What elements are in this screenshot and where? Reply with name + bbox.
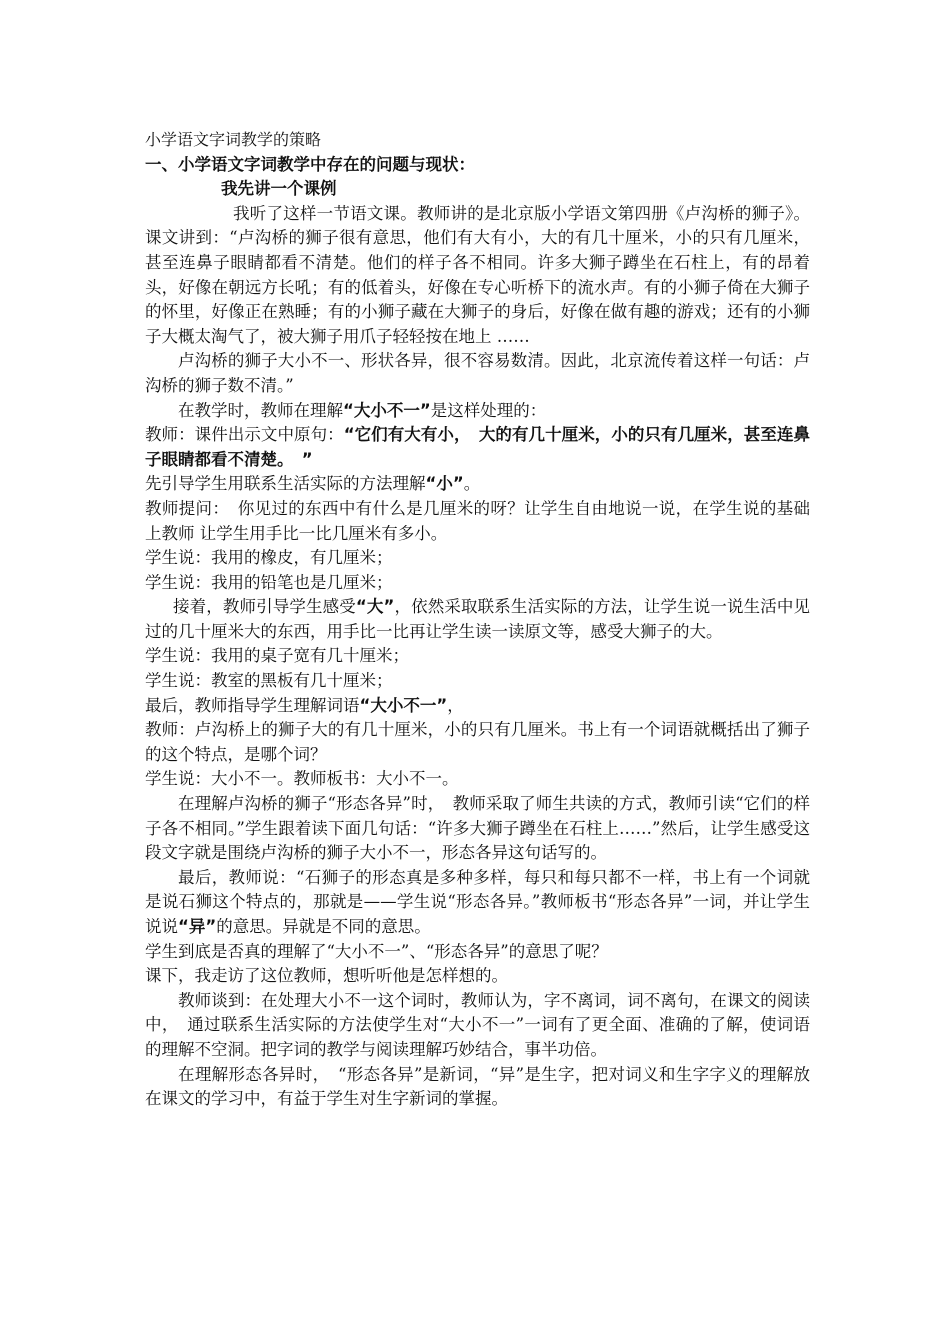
paragraph-word-guide: 最后，教师指导学生理解词语“大小不一”， — [145, 695, 464, 715]
document-title: 小学语文字词教学的策略 — [145, 130, 322, 149]
paragraph-student-pencil: 学生说：我用的铅笔也是几厘米； — [145, 572, 393, 592]
paragraph-new-word: 在理解形态各异时， “形态各异”是新词，“异”是生字，把对词义和生字字义的理解放在课文的学习中，有益于学生对生字新词的掌握。 — [145, 1064, 810, 1109]
paragraph-teaching-approach: 在教学时，教师在理解“大小不一”是这样处理的： — [178, 400, 547, 420]
paragraph-teacher-summary: 教师：卢沟桥上的狮子大的有几十厘米，小的只有几厘米。书上有一个词语就概括出了狮子的这个特点，是哪个词？ — [145, 720, 810, 764]
paragraph-student-desk: 学生说：我用的桌子宽有几十厘米； — [145, 646, 409, 666]
paragraph-lesson-intro: 我听了这样一节语文课。教师讲的是北京版小学语文第四册《卢沟桥的狮子》。课文讲到：“卢沟桥的狮子很有意思，他们有大有小，大的有几十厘米，小的只有几厘米，甚至连鼻子眼睛都看不清楚。他们的样子各不相同。许多大狮子蹲坐在石柱上，有的昂着头，好像在朝远方长吼；有的低着头，好像在专心听桥下的流水声。有的小狮子倚在大狮子的怀里，好像正在熟睡；有的小狮子藏在大狮子的身后，好像在做有趣的游戏；还有的小狮子大概太淘气了，被大狮子用爪子轻轻按在地上 …… — [145, 203, 810, 346]
paragraph-student-blackboard: 学生说：教室的黑板有几十厘米； — [145, 671, 393, 691]
paragraph-shape-word: 最后，教师说：“石狮子的形态真是多种多样，每只和每只都不一样，书上有一个词就是说石狮这个特点的，那就是——学生说“形态各异。”教师板书“形态各异”一词，并让学生说说“异”的意思。异就是不同的意思。 — [145, 867, 810, 936]
sub-heading: 我先讲一个课例 — [221, 179, 337, 199]
paragraph-courseware-quote: 教师：课件出示文中原句：“它们有大有小， 大的有几十厘米，小的只有几厘米，甚至连鼻子眼睛都看不清楚。 ” — [145, 425, 810, 469]
document-page — [145, 128, 810, 1112]
paragraph-small-guide: 先引导学生用联系生活实际的方法理解“小”。 — [145, 474, 481, 494]
paragraph-big-guide: 接着，教师引导学生感受“大”，依然采取联系生活实际的方法，让学生说一说生活中见过的几十厘米大的东西，用手比一比再让学生读一读原文等，感受大狮子的大。 — [145, 597, 810, 641]
section-heading: 一、小学语文字词教学中存在的问题与现状： — [145, 154, 475, 174]
paragraph-teacher-question: 教师提问： 你见过的东西中有什么是几厘米的呀？让学生自由地说一说，在学生说的基础上教师 让学生用手比一比几厘米有多小。 — [145, 498, 810, 543]
paragraph-interview: 课下，我走访了这位教师，想听听他是怎样想的。 — [145, 966, 508, 986]
paragraph-shape-reading: 在理解卢沟桥的狮子“形态各异”时， 教师采取了师生共读的方式，教师引读“它们的样子各不相同。”学生跟着读下面几句话：“许多大狮子蹲坐在石柱上……”然后，让学生感受这段文字就是围绕卢沟桥的狮子大小不一，形态各异这句话写的。 — [145, 794, 810, 863]
paragraph-lions-count: 卢沟桥的狮子大小不一、形状各异，很不容易数清。因此，北京流传着这样一句话：卢沟桥的狮子数不清。” — [145, 351, 810, 395]
paragraph-question-understanding: 学生到底是否真的理解了“大小不一”、“形态各异”的意思了呢？ — [145, 941, 608, 961]
paragraph-student-answer: 学生说：大小不一。教师板书：大小不一。 — [145, 769, 459, 789]
paragraph-student-eraser: 学生说：我用的橡皮，有几厘米； — [145, 548, 393, 568]
paragraph-teacher-explains: 教师谈到：在处理大小不一这个词时，教师认为，字不离词，词不离句，在课文的阅读中， 通过联系生活实际的方法使学生对“大小不一”一词有了更全面、准确的了解，使词语的理解不空洞。把字词的教学与阅读理解巧妙结合，事半功倍。 — [145, 990, 810, 1059]
